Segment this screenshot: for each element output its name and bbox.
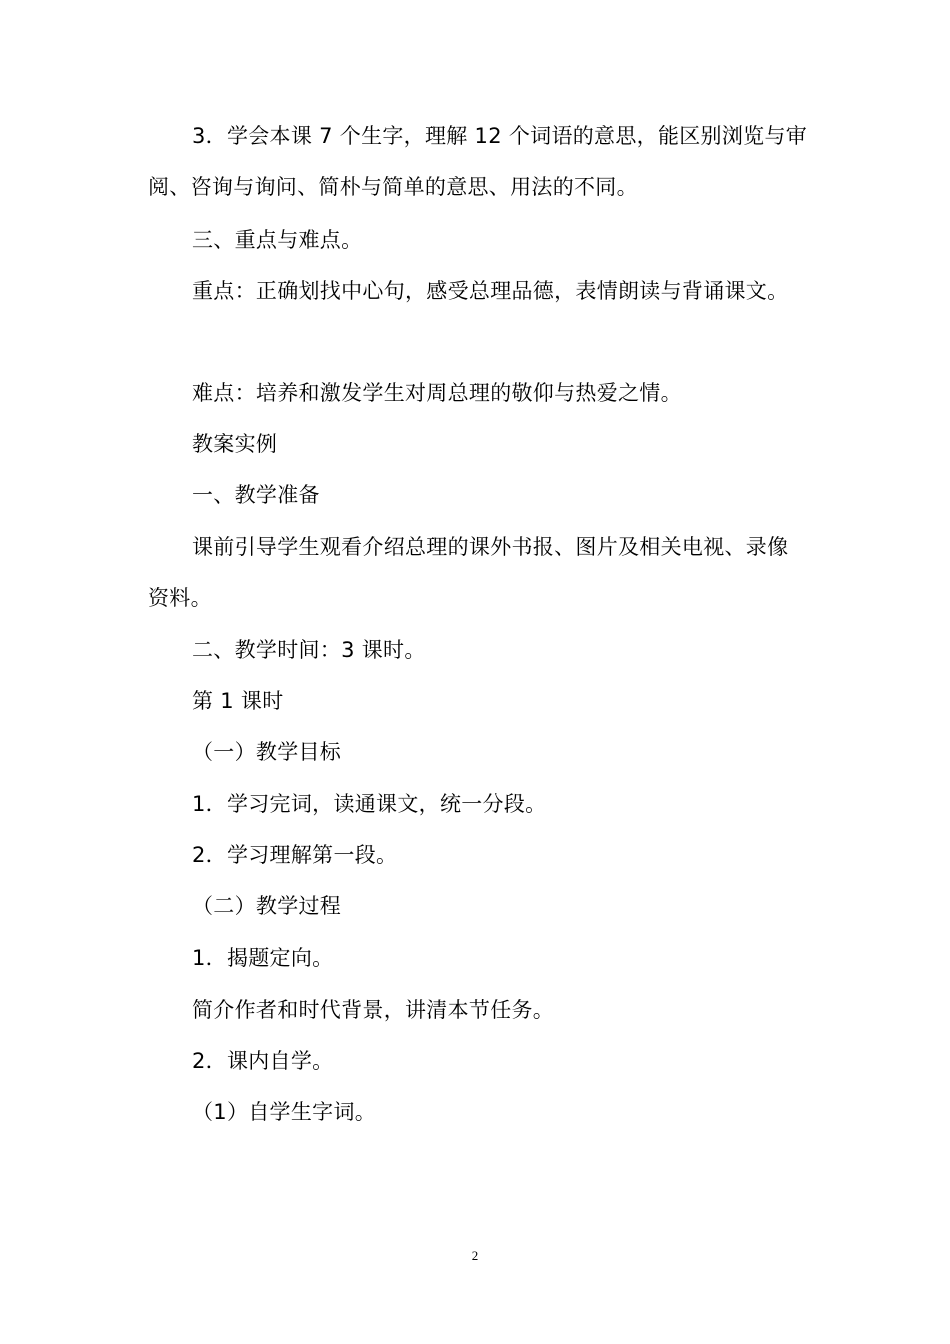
paragraph-process-heading: （二）教学过程 bbox=[192, 894, 342, 918]
page-number: 2 bbox=[471, 1248, 479, 1263]
paragraph-process-step-2-1: （1）自学生字词。 bbox=[192, 1100, 377, 1124]
paragraph-lesson-1-heading: 第 1 课时 bbox=[192, 689, 284, 713]
paragraph-objectives-heading: （一）教学目标 bbox=[192, 740, 342, 764]
paragraph-preparation-body: 课前引导学生观看介绍总理的课外书报、图片及相关电视、录像资料。 bbox=[148, 535, 789, 610]
paragraph-objective-2: 2．学习理解第一段。 bbox=[192, 843, 398, 867]
paragraph-preparation-heading: 一、教学准备 bbox=[192, 483, 320, 507]
paragraph-process-step-1-body: 简介作者和时代背景，讲清本节任务。 bbox=[192, 998, 555, 1022]
paragraph-difficulties: 难点：培养和激发学生对周总理的敬仰与热爱之情。 bbox=[192, 381, 682, 405]
paragraph-lesson-example-heading: 教案实例 bbox=[192, 432, 278, 456]
paragraph-key-points: 重点：正确划找中心句，感受总理品德，表情朗读与背诵课文。 bbox=[192, 279, 789, 303]
paragraph-section-3-heading: 三、重点与难点。 bbox=[192, 228, 363, 252]
paragraph-objective-3: 3．学会本课 7 个生字，理解 12 个词语的意思，能区别浏览与审阅、咨询与询问、简朴与简单的意思、用法的不同。 bbox=[148, 124, 808, 199]
paragraph-process-step-2: 2．课内自学。 bbox=[192, 1049, 334, 1073]
paragraph-process-step-1: 1．揭题定向。 bbox=[192, 946, 334, 970]
paragraph-objective-1: 1．学习完词，读通课文，统一分段。 bbox=[192, 792, 547, 816]
paragraph-teaching-time: 二、教学时间：3 课时。 bbox=[192, 638, 426, 662]
